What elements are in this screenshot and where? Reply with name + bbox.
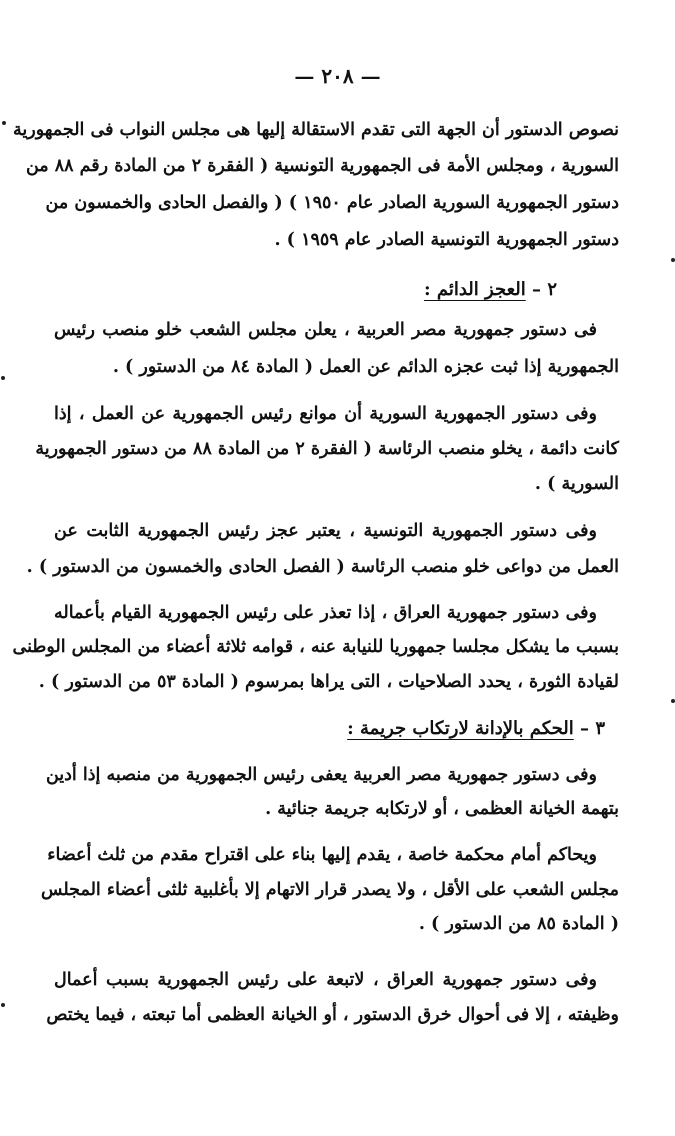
text-line: وفى دستور الجمهورية السورية أن موانع رئيس الجمهورية عن العمل ، إذا [54, 404, 597, 424]
scan-speck [671, 699, 675, 703]
heading-title: العجز الدائم : [423, 279, 526, 300]
text-line: وفى دستور جمهورية العراق ، إذا تعذر على رئيس الجمهورية القيام بأعماله [54, 603, 597, 623]
text-line: مجلس الشعب على الأقل ، ولا يصدر قرار الاتهام إلا بأغلبية ثلثى أعضاء المجلس [41, 880, 619, 900]
heading-number: ٣ – [580, 718, 605, 739]
text-line: دستور الجمهورية السورية الصادر عام ١٩٥٠ ) ( والفصل الحادى والخمسون من [45, 193, 619, 213]
heading-number: ٢ – [532, 279, 557, 300]
page-number: — ٢٠٨ — [294, 64, 381, 88]
text-line: بتهمة الخيانة العظمى ، أو لارتكابه جريمة جنائية . [265, 799, 619, 819]
heading-title: الحكم بالإدانة لارتكاب جريمة : [347, 718, 574, 739]
scan-speck [1, 376, 5, 380]
text-line: السورية ، ومجلس الأمة فى الجمهورية التونسية ( الفقرة ٢ من المادة رقم ٨٨ من [25, 156, 619, 176]
text-line: وفى دستور جمهورية العراق ، لاتبعة على رئيس الجمهورية بسبب أعمال [54, 970, 597, 990]
section-heading-3 [347, 714, 605, 744]
text-line: الجمهورية إذا ثبت عجزه الدائم عن العمل ( المادة ٨٤ من الدستور ) . [112, 357, 619, 377]
text-line: وفى دستور الجمهورية التونسية ، يعتبر عجز رئيس الجمهورية الثابت عن [54, 521, 597, 541]
text-line: وفى دستور جمهورية مصر العربية يعفى رئيس الجمهورية من منصبه إذا أدين [45, 765, 597, 785]
text-line: ( المادة ٨٥ من الدستور ) . [418, 914, 619, 934]
text-line: العمل من دواعى خلو منصب الرئاسة ( الفصل الحادى والخمسون من الدستور ) . [26, 557, 619, 577]
text-line: وظيفته ، إلا فى أحوال خرق الدستور ، أو الخيانة العظمى أما تبعته ، فيما يختص [46, 1005, 619, 1025]
text-line: نصوص الدستور أن الجهة التى تقدم الاستقالة إليها هى مجلس النواب فى الجمهورية [13, 120, 619, 140]
scan-speck [671, 258, 675, 262]
text-line: لقيادة الثورة ، يحدد الصلاحيات ، التى يراها بمرسوم ( المادة ٥٣ من الدستور ) . [38, 672, 619, 692]
scan-speck [2, 121, 6, 125]
scan-speck [1, 1003, 5, 1007]
text-line: دستور الجمهورية التونسية الصادر عام ١٩٥٩ ) . [274, 230, 619, 250]
section-heading-2 [424, 275, 557, 305]
text-line: فى دستور جمهورية مصر العربية ، يعلن مجلس الشعب خلو منصب رئيس [54, 320, 597, 340]
text-line: كانت دائمة ، يخلو منصب الرئاسة ( الفقرة ٢ من المادة ٨٨ من دستور الجمهورية [35, 439, 619, 459]
text-line: السورية ) . [534, 474, 619, 494]
text-line: ويحاكم أمام محكمة خاصة ، يقدم إليها بناء على اقتراح مقدم من ثلث أعضاء [47, 845, 597, 865]
text-line: بسبب ما يشكل مجلسا جمهوريا للنيابة عنه ، قوامه ثلاثة أعضاء من المجلس الوطنى [12, 637, 619, 657]
